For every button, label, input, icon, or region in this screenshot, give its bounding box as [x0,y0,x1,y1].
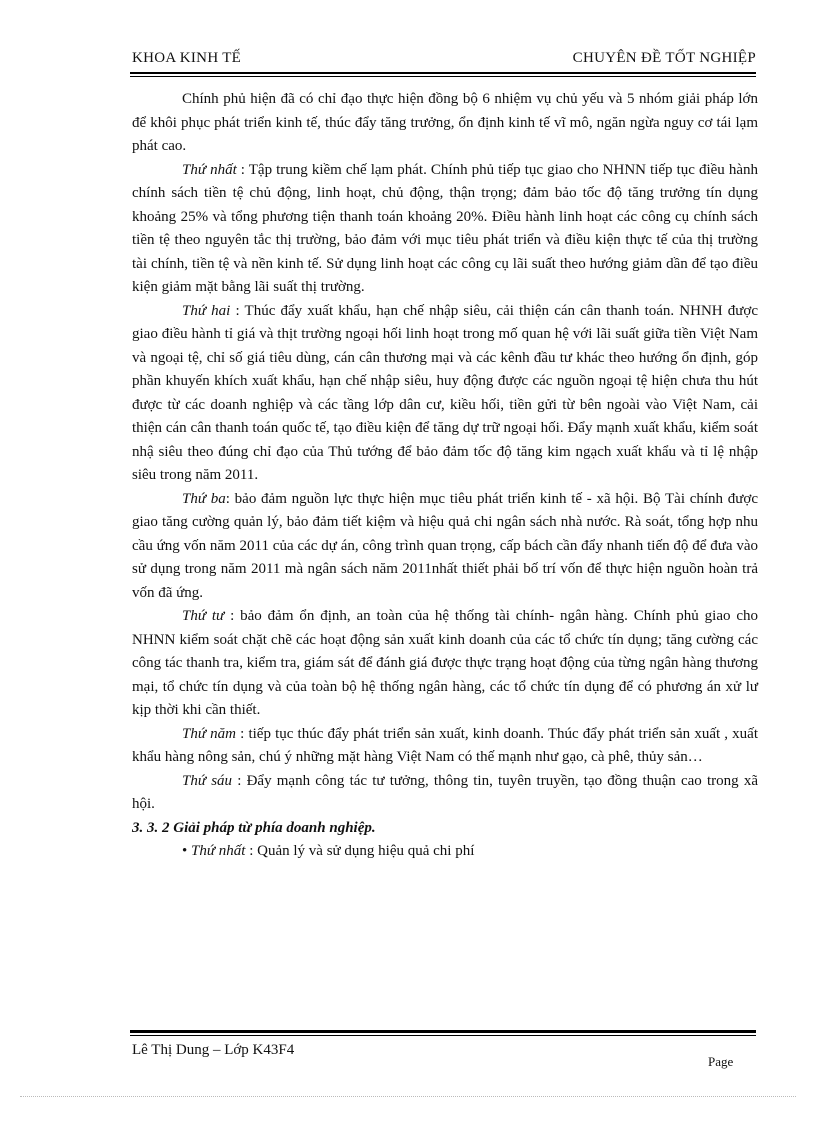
paragraph-lead: Thứ sáu [182,772,233,789]
header-rule [130,72,756,74]
paragraph-text: : bảo đảm ổn định, an toàn của hệ thống tài chính- ngân hàng. Chính phủ giao cho NHNN kiểm soát chặt chẽ các hoạt động sản xuất kinh doanh của các tổ chức tín dụng; tăng cường các công tác thanh tra, kiểm tra, giám sát để đánh giá được thực trạng hoạt động của từng ngân hàng thương mại, tổ chức tín dụng và của toàn bộ hệ thống ngân hàng, các tổ chức tín dụng để có phương án xử lư kịp thời khi cần thiết. [132,608,759,718]
bullet-icon: • [182,843,192,859]
paragraph-text: : tiếp tục thúc đẩy phát triển sản xuất, kinh doanh. Thúc đẩy phát triển sản xuất , xuất khẩu hàng nông sản, chú ý những mặt hàng Việt Nam có thế mạnh như gạo, cà phê, thủy sản… [132,725,758,765]
bullet-item [132,840,758,864]
paragraph-text: : Thúc đẩy xuất khẩu, hạn chế nhập siêu, cải thiện cán cân thanh toán. NHNH được giao điều hành tỉ giá và thịt trường ngoại hối linh hoạt trong mố quan hệ với lãi suất giữa tiền Việt Nam và ngoại tệ, chỉ số giá tiêu dùng, cán cân thương mại và các kênh đầu tư khác theo hướng ổn định, góp phần khuyến khích xuất khẩu, hạn chế nhập siêu, huy động được các nguồn ngoại tệ hiện chưa thu hút được từ các doanh nghiệp và các tầng lớp dân cư, kiều hối, tiền gửi từ bên ngoài vào Việt Nam, cải thiện cán cân thanh toán quốc tế, tạo điều kiện để tăng dự trữ ngoại hối. Đẩy mạnh xuất khẩu, kiểm soát nhậ siêu theo đúng chỉ đạo của Thủ tướng để bảo đảm tốc độ tăng kim ngạch xuất khẩu và tỉ lệ nhập siêu trong năm 2011. [132,302,758,483]
page-header [132,50,756,70]
paragraph-thu-sau [132,770,758,817]
footer-rule [130,1030,756,1033]
paragraph-text: : bảo đảm nguồn lực thực hiện mục tiêu phát triển kinh tế - xã hội. Bộ Tài chính được giao tăng cường quản lý, bảo đảm tiết kiệm và hiệu quả chi ngân sách nhà nước. Rà soát, tổng hợp nhu cầu ứng vốn năm 2011 của các dự án, công trình quan trọng, cấp bách cần đẩy nhanh tiến độ để đưa vào sử dụng trong năm 2011 mà ngân sách năm 2011nhất thiết phải bố trí vốn để thực hiện nguồn hoàn trả vốn đã ứng. [132,490,758,601]
paragraph-thu-nam [132,723,758,770]
paragraph-lead: Thứ tư [182,608,225,624]
footer-author: Lê Thị Dung – Lớp K43F4 [132,1042,295,1058]
paragraph-lead: Thứ nhất [182,161,237,178]
paragraph-text: : Tập trung kiềm chế lạm phát. Chính phủ tiếp tục giao cho NHNN tiếp tục điều hành chính sách tiền tệ chủ động, linh hoạt, chủ động, thận trọng; đảm bảo tốc độ tăng trưởng tín dụng khoảng 25% và tổng phương tiện thanh toán khoảng 20%. Điều hành linh hoạt các công cụ chính sách tiền tệ theo nguyên tắc thị trường, bảo đảm với mục tiêu phát triển và điều kiện thực tế của thị trường tài chính, tiền tệ và nền kinh tế. Sử dụng linh hoạt các công cụ lãi suất theo hướng giảm dần để tạo điều kiện giảm mặt bằng lãi suất thị trường. [132,161,758,295]
footer-page-label: Page [708,1054,734,1069]
paragraph-lead: Thứ hai [182,302,231,319]
header-faculty: KHOA KINH TẾ [132,50,242,66]
paragraph-thu-tu [132,605,758,723]
page-boundary [20,1096,796,1097]
paragraph-lead: Thứ năm [182,725,236,742]
paragraph-thu-hai [132,300,758,488]
header-rule-thin [130,76,756,77]
paragraph-lead: Thứ ba [182,490,226,507]
intro-paragraph: Chính phủ hiện đã có chỉ đạo thực hiện đồng bộ 6 nhiệm vụ chủ yếu và 5 nhóm giải pháp lớn để khôi phục phát triển kinh tế, thúc đẩy tăng trưởng, ổn định kinh tế vĩ mô, ngăn ngừa nguy cơ tái lạm phát cao. [132,91,758,154]
bullet-lead: Thứ nhất [191,843,246,859]
section-heading: 3. 3. 2 Giải pháp từ phía doanh nghiệp. [132,819,376,836]
bullet-text: : Quản lý và sử dụng hiệu quả chi phí [245,843,475,859]
header-thesis-title: CHUYÊN ĐỀ TỐT NGHIỆP [572,50,756,66]
paragraph-thu-nhat [132,159,758,300]
page-body [132,88,758,864]
footer-rule-thin [130,1035,756,1036]
paragraph-text: : Đẩy mạnh công tác tư tưởng, thông tin, tuyên truyền, tạo đồng thuận cao trong xã hội. [132,772,758,812]
paragraph-thu-ba [132,488,758,606]
